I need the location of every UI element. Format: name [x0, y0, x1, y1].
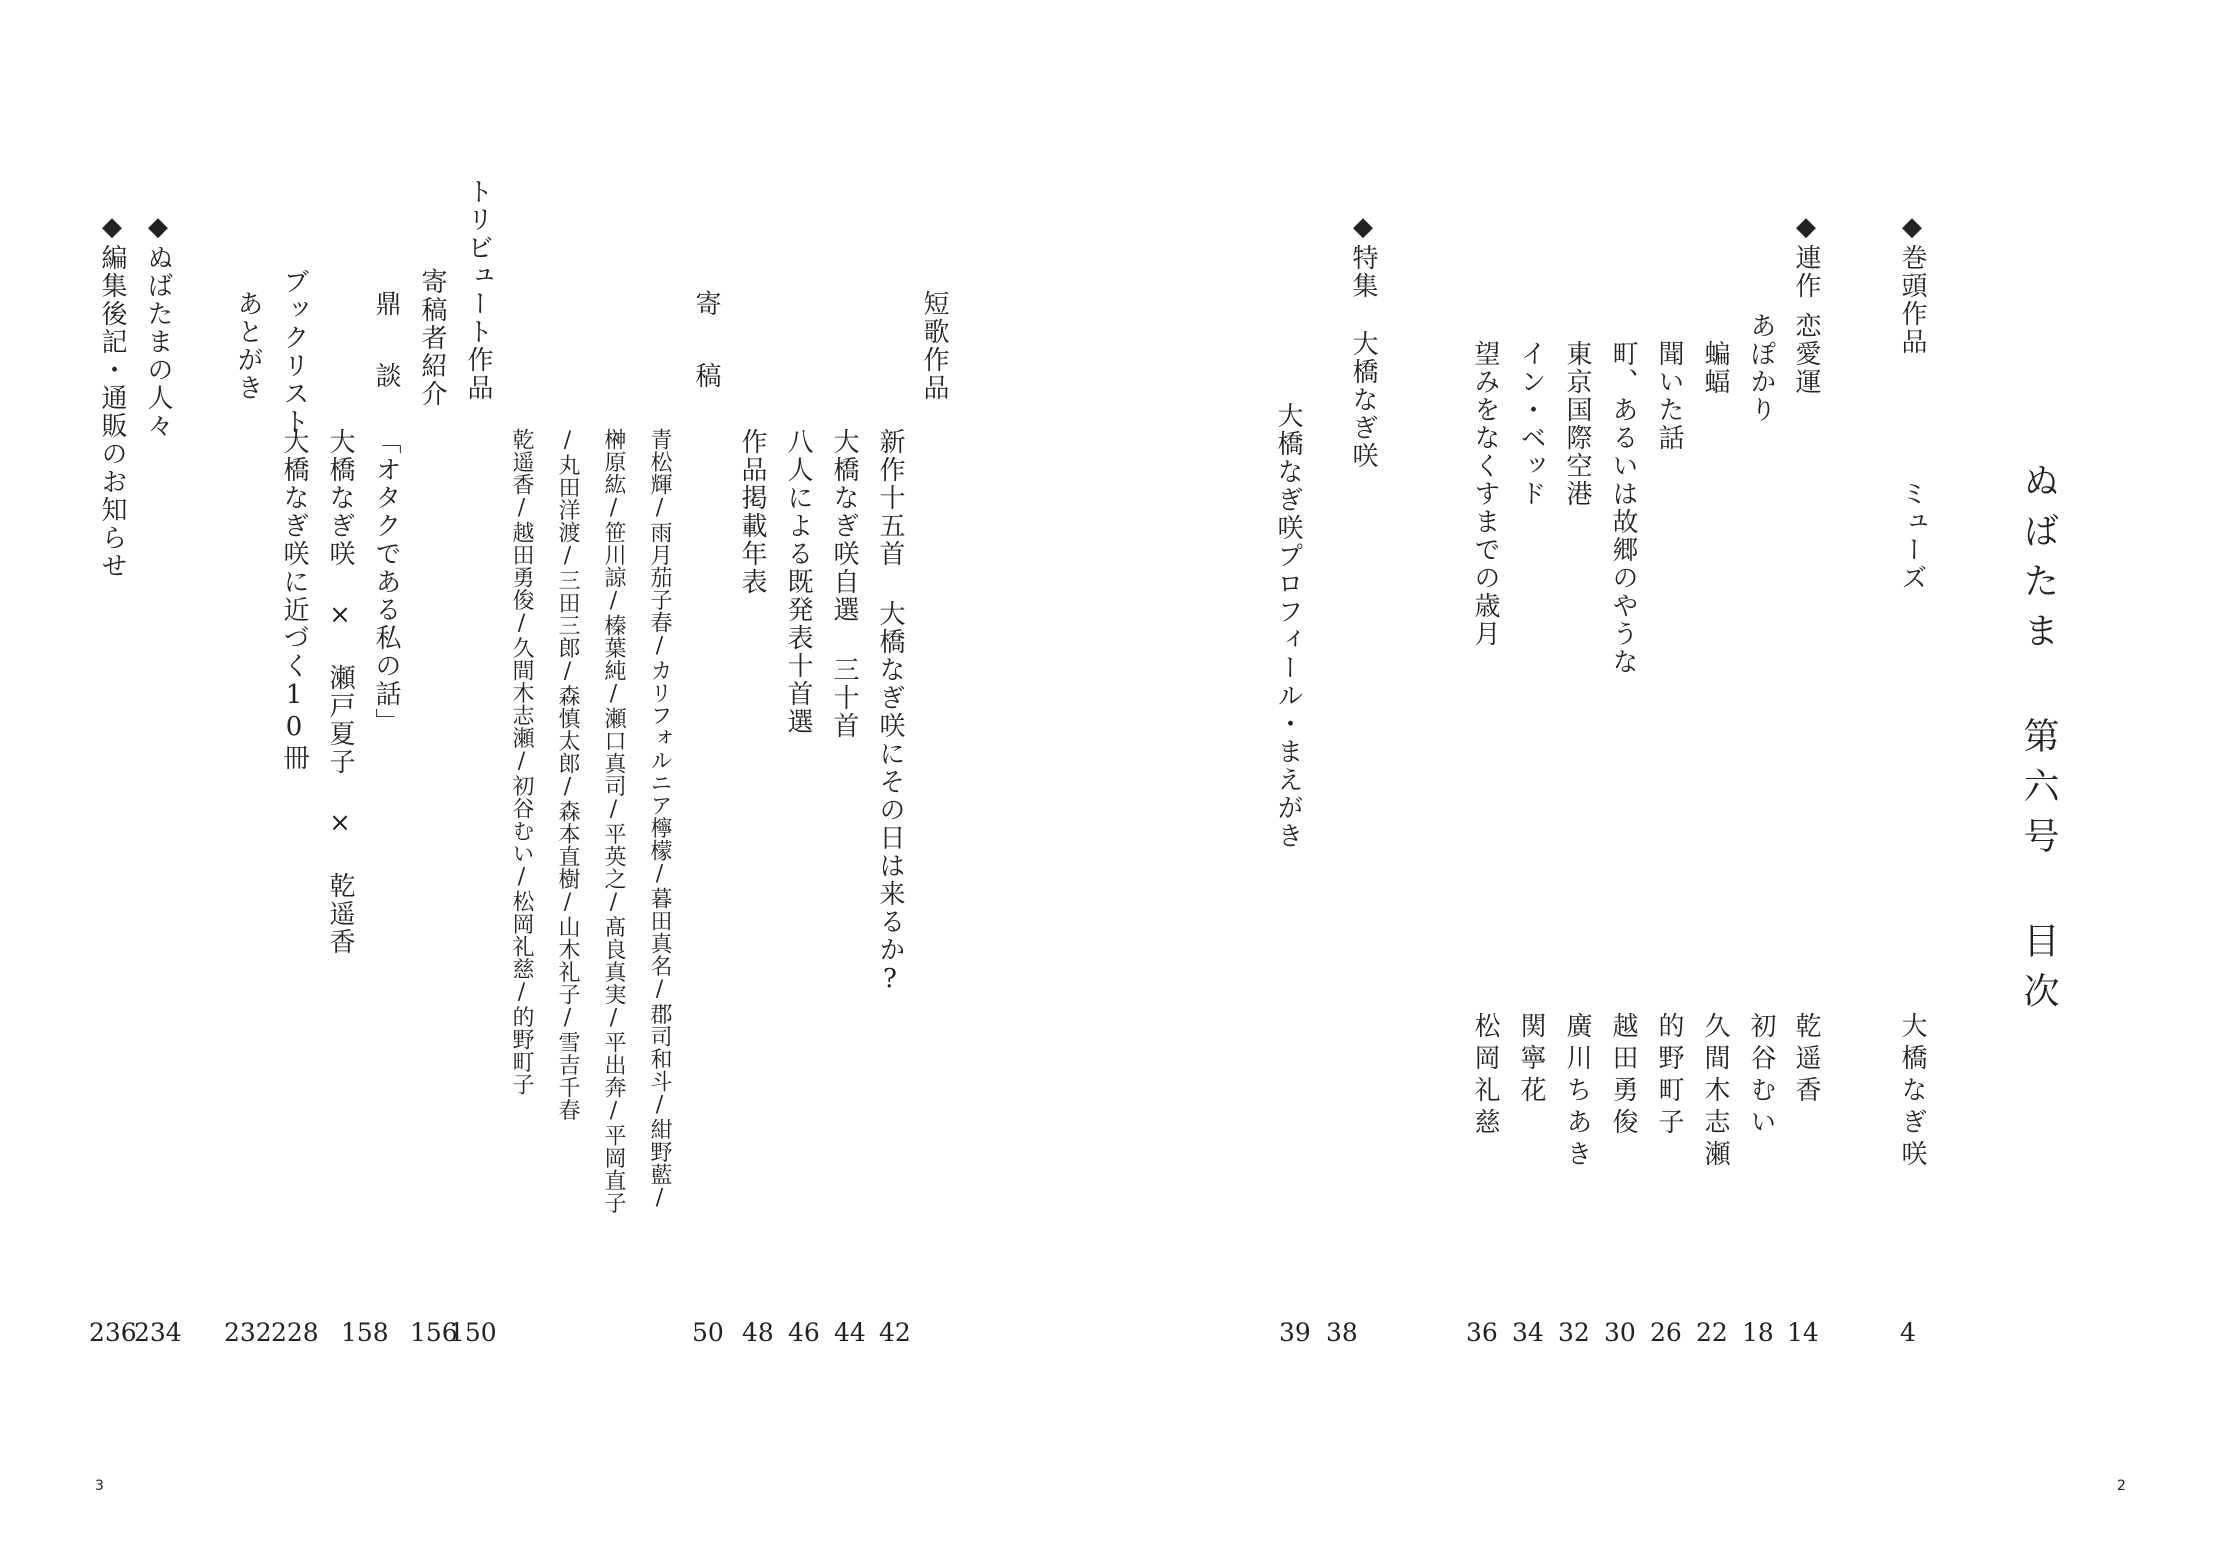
tanka-item-page: 48	[742, 1318, 774, 1347]
feature-page: 38	[1326, 1318, 1358, 1347]
series-item-page: 34	[1512, 1318, 1544, 1347]
series-item-page: 22	[1696, 1318, 1728, 1347]
toc-page-right	[1107, 0, 2214, 1553]
tanka-item-page: 46	[788, 1318, 820, 1347]
series-item-author: 的野町子	[1654, 1012, 1684, 1140]
tanka-item-title: 大橋なぎ咲自選 三十首	[829, 428, 859, 740]
afterword-label: あとがき	[233, 290, 263, 402]
contribution-page: 50	[692, 1318, 724, 1347]
section-heading-series: ◆連作	[1791, 212, 1821, 300]
section-heading-opening: ◆巻頭作品	[1897, 212, 1927, 356]
booklist-page: 228	[271, 1318, 319, 1347]
opening-work-author: 大橋なぎ咲	[1897, 1012, 1927, 1172]
tribute-label: トリビュート作品	[463, 178, 493, 402]
tanka-item-title: 八人による既発表十首選	[783, 428, 813, 736]
series-item-title: 聞いた話	[1654, 340, 1684, 452]
opening-work-page: 4	[1900, 1318, 1916, 1347]
contributor-profile-label: 寄稿者紹介	[417, 268, 447, 408]
page-folio: 3	[95, 1478, 104, 1494]
series-item-author: 初谷むい	[1746, 1012, 1776, 1140]
series-item-page: 32	[1558, 1318, 1590, 1347]
tanka-item-title: 新作十五首 大橋なぎ咲にその日は来るか?	[875, 428, 905, 996]
section-heading-feature: ◆特集	[1348, 212, 1378, 300]
people-label: ◆ぬばたまの人々	[143, 212, 173, 440]
tanka-section-label: 短歌作品	[919, 290, 949, 402]
teidan-title: 「オタクである私の話」	[371, 428, 401, 736]
series-item-title: 望みをなくすまでの歳月	[1470, 340, 1500, 648]
series-item-title: 町、あるいは故郷のやうな	[1608, 340, 1638, 676]
series-item-title: あぽかり	[1746, 312, 1776, 424]
contributor-names: /丸田洋渡/三田三郎/森慎太郎/森本直樹/山木礼子/雪吉千春	[555, 428, 580, 1121]
series-item-page: 30	[1604, 1318, 1636, 1347]
teidan-members: 大橋なぎ咲 × 瀬戸夏子 × 乾遥香	[325, 428, 355, 956]
booklist-label: ブックリスト	[279, 268, 309, 436]
series-item-author: 乾遥香	[1791, 1012, 1821, 1108]
contributor-names: 青松輝/雨月茄子春/カリフォルニア檸檬/暮田真名/郡司和斗/紺野藍/	[647, 428, 672, 1211]
afterword-page: 232	[224, 1318, 272, 1347]
series-item-author: 越田勇俊	[1608, 1012, 1638, 1140]
feature-title: 大橋なぎ咲	[1348, 330, 1378, 470]
series-item-page: 36	[1466, 1318, 1498, 1347]
series-item-author: 関寧花	[1516, 1012, 1546, 1108]
page-folio: 2	[2117, 1478, 2126, 1494]
series-item-author: 松岡礼慈	[1470, 1012, 1500, 1140]
people-page: 234	[134, 1318, 182, 1347]
contribution-section-label: 寄 稿	[691, 290, 721, 398]
contributor-names: 乾遥香/越田勇俊/久間木志瀬/初谷むい/松岡礼慈/的野町子	[509, 428, 534, 1096]
series-item-page: 14	[1787, 1318, 1819, 1347]
tanka-item-page: 44	[834, 1318, 866, 1347]
toc-title: ぬばたま 第六号 目次	[2018, 462, 2059, 1022]
series-item-page: 18	[1742, 1318, 1774, 1347]
teidan-label: 鼎 談	[371, 290, 401, 398]
booklist-title: 大橋なぎ咲に近づく10冊	[279, 428, 309, 772]
editorial-notes-label: ◆編集後記・通販のお知らせ	[97, 212, 127, 580]
editorial-notes-page: 236	[89, 1318, 137, 1347]
series-item-page: 26	[1650, 1318, 1682, 1347]
series-item-title: 蝙蝠	[1700, 340, 1730, 396]
series-item-title: イン・ベッド	[1516, 340, 1546, 508]
contributor-profile-page: 156	[410, 1318, 458, 1347]
teidan-page: 158	[341, 1318, 389, 1347]
series-item-title: 東京国際空港	[1562, 340, 1592, 508]
feature-subitem-page: 39	[1279, 1318, 1311, 1347]
tribute-page: 150	[449, 1318, 497, 1347]
series-item-title: 恋愛運	[1791, 312, 1821, 396]
tanka-item-title: 作品掲載年表	[737, 428, 767, 596]
series-item-author: 廣川ちあき	[1562, 1012, 1592, 1172]
opening-work-title: ミューズ	[1897, 480, 1927, 592]
feature-subitem-title: 大橋なぎ咲プロフィール・まえがき	[1273, 402, 1303, 850]
tanka-item-page: 42	[879, 1318, 911, 1347]
contributor-names: 榊原紘/笹川諒/榛葉純/瀬口真司/平英之/髙良真実/平出奔/平岡直子	[601, 428, 626, 1214]
series-item-author: 久間木志瀬	[1700, 1012, 1730, 1172]
